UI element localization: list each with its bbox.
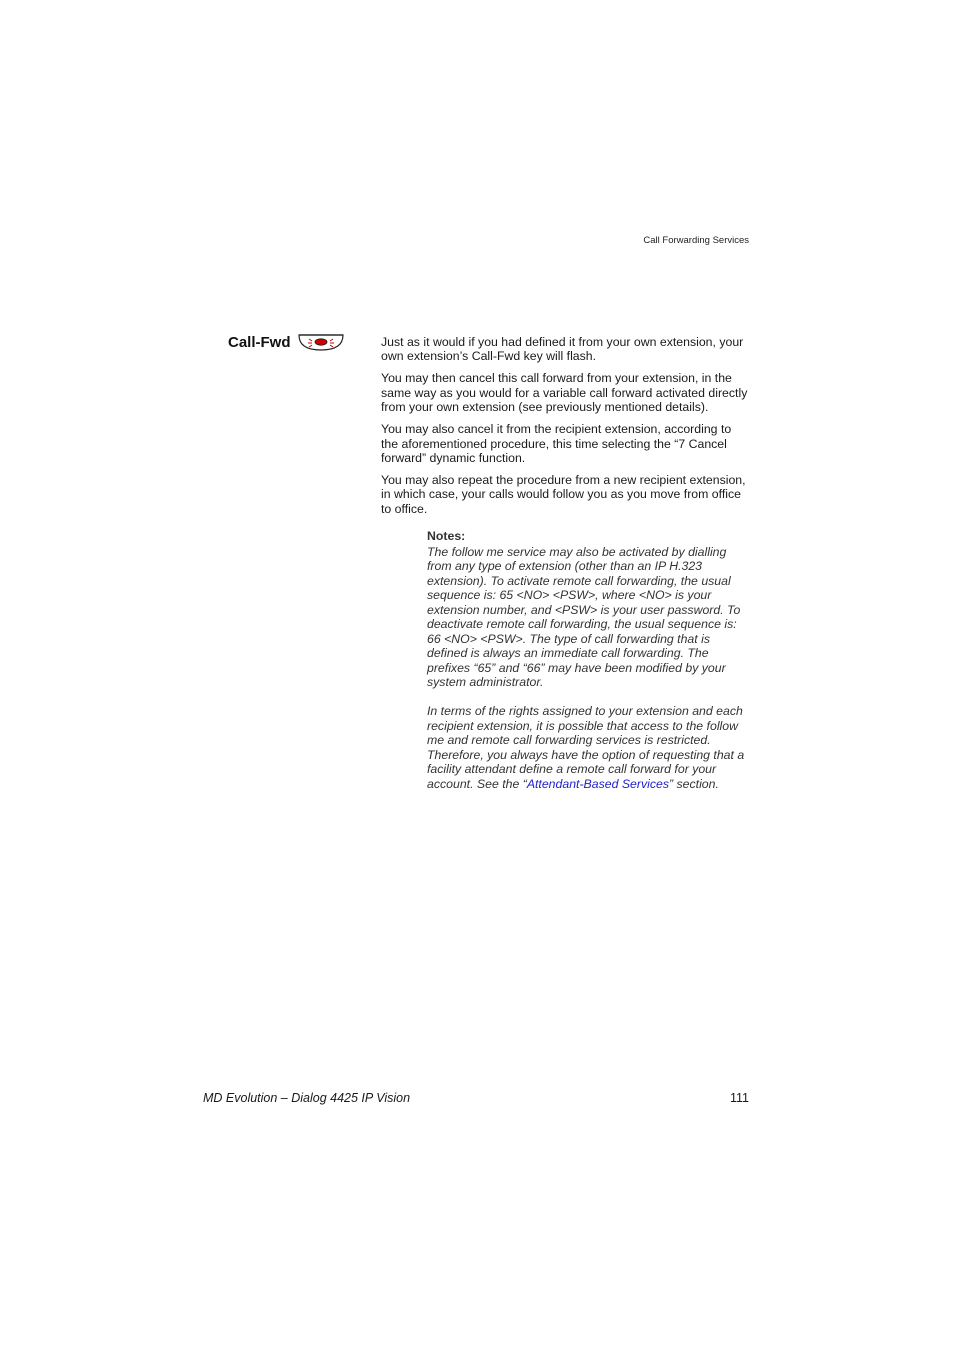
section-header: Call Forwarding Services [643,235,749,246]
paragraph: You may also cancel it from the recipient extension, according to the aforementioned procedure, this time selecting the “7 Cancel forward” dynamic function. [381,422,732,466]
note-text [427,704,751,791]
key-name: Call-Fwd [228,333,291,351]
notes-block [427,529,751,791]
flashing-key-icon [297,332,345,352]
page-number: 111 [729,1091,749,1105]
attendant-based-services-link[interactable]: Attendant-Based Services [526,776,669,791]
body-text [381,335,751,524]
note-text-end: ” section. [669,776,719,791]
paragraph: You may also repeat the procedure from a new recipient extension, in which case, your calls would follow you as you move from office to office. [381,473,746,516]
notes-title: Notes: [427,529,466,543]
footer-document-title: MD Evolution – Dialog 4425 IP Vision [203,1091,411,1105]
note-text-start: In terms of the rights assigned to your extension and each recipient extension, it is possible that access to the follow me and remote call forwarding services is restricted. Therefore, you always have the option of requesting that a facility attendant define a remote call forward for your account. See the “ [427,704,745,791]
paragraph: Just as it would if you had defined it from your own extension, your own extension’s Call-Fwd key will flash. [381,335,744,364]
note-text: The follow me service may also be activated by dialling from any type of extension (other than an IP H.323 extension). To activate remote call forwarding, the usual sequence is: 65 <NO> <PSW>, where <NO> is your extension number, and <PSW> is your user password. To deactivate remote call forwarding, the usual sequence is: 66 <NO> <PSW>. The type of call forwarding that is defined is always an immediate call forwarding. The prefixes “65” and “66” may have been modified by your system administrator. [427,544,741,689]
paragraph: You may then cancel this call forward from your extension, in the same way as you would for a variable call forward activated directly from your own extension (see previously mentioned details). [381,371,748,415]
call-fwd-key-label [228,332,345,352]
